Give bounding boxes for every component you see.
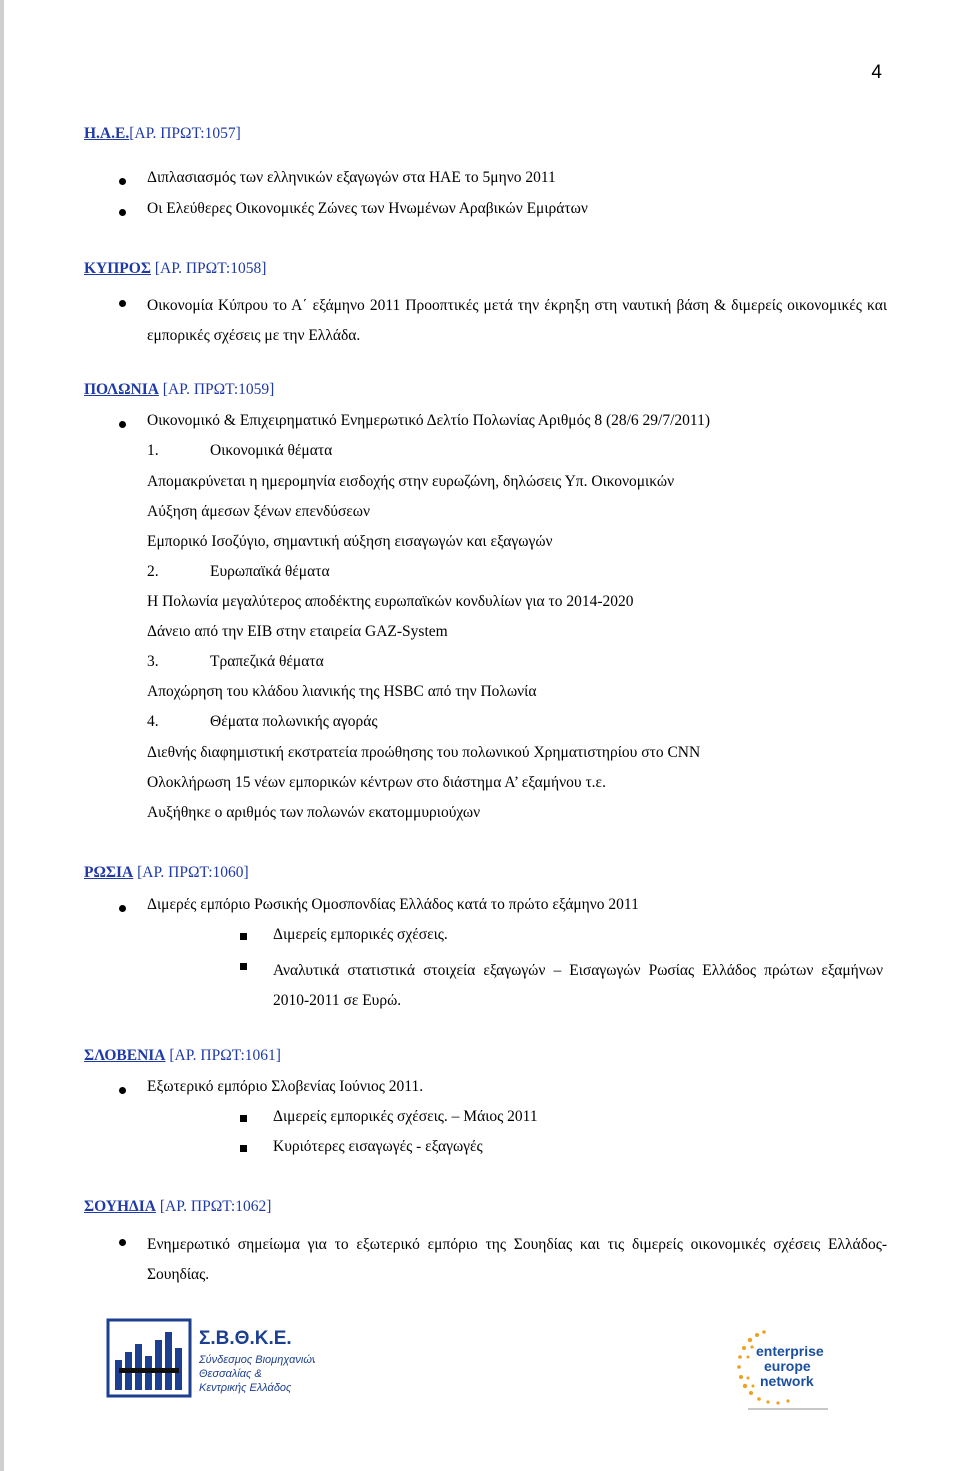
- list-item: Ολοκλήρωση 15 νέων εμπορικών κέντρων στο διάστημα Α’ εξαμήνου τ.ε.: [147, 774, 606, 791]
- sbthke-logo: [105, 1318, 315, 1398]
- list-item: Εξωτερικό εμπόριο Σλοβενίας Ιούνιος 2011.: [147, 1078, 424, 1095]
- een-logo-line1: enterprise: [756, 1343, 824, 1359]
- bullet-icon: [119, 178, 126, 185]
- square-bullet-icon: [240, 1145, 247, 1152]
- section-title: Τραπεζικά θέματα: [210, 653, 324, 670]
- sbthke-logo-line2: Θεσσαλίας &: [199, 1368, 262, 1380]
- heading-slovenia: [84, 1047, 281, 1065]
- list-item: Διπλασιασμός των ελληνικών εξαγωγών στα ΗΑΕ το 5μηνο 2011: [147, 169, 556, 186]
- list-item: Διεθνής διαφημιστική εκστρατεία προώθησης του πολωνικού Χρηματιστηρίου στο CNN: [147, 744, 701, 761]
- list-item: Απομακρύνεται η ημερομηνία εισδοχής στην ευρωζώνη, δηλώσεις Υπ. Οικονομικών: [147, 473, 675, 490]
- list-item: Δάνειο από την ΕΙΒ στην εταιρεία GAZ-System: [147, 623, 448, 640]
- list-item: Οικονομικό & Επιχειρηματικό Ενημερωτικό Δελτίο Πολωνίας Αριθμός 8 (28/6 29/7/2011): [147, 412, 711, 429]
- heading-cyprus: [84, 260, 266, 278]
- bullet-icon: [119, 209, 126, 216]
- country-russia: ΡΩΣΙΑ: [84, 864, 134, 881]
- country-uae: Η.Α.Ε.: [84, 125, 130, 142]
- heading-sweden: [84, 1198, 271, 1216]
- sbthke-logo-graphic: [105, 1318, 315, 1398]
- section-number: 2.: [147, 563, 159, 580]
- ref-slovenia: [ΑΡ. ΠΡΩΤ:1061]: [169, 1047, 281, 1064]
- ref-uae: [ΑΡ. ΠΡΩΤ:1057]: [129, 125, 241, 142]
- list-item: Αυξήθηκε ο αριθμός των πολωνών εκατομμυριούχων: [147, 804, 481, 821]
- square-bullet-icon: [240, 1115, 247, 1122]
- bullet-icon: [119, 1087, 126, 1094]
- sbthke-logo-line3: Κεντρικής Ελλάδος: [199, 1382, 292, 1394]
- heading-russia: [84, 864, 249, 882]
- sbthke-logo-line1: Σύνδεσμος Βιομηχανιών: [199, 1354, 315, 1366]
- een-logo-graphic: [730, 1320, 850, 1415]
- bullet-icon: [119, 905, 126, 912]
- square-bullet-icon: [240, 933, 247, 940]
- country-slovenia: ΣΛΟΒΕΝΙΑ: [84, 1047, 166, 1064]
- section-number: 3.: [147, 653, 159, 670]
- list-item: Διμερές εμπόριο Ρωσικής Ομοσπονδίας Ελλάδος κατά το πρώτο εξάμηνο 2011: [147, 896, 639, 913]
- square-bullet-icon: [240, 963, 247, 970]
- bullet-icon: [119, 300, 126, 307]
- list-item: Ενημερωτικό σημείωμα για το εξωτερικό εμπόριο της Σουηδίας και τις διμερείς οικονομικές σχέσεις Ελλάδος-Σουηδίας.: [147, 1236, 887, 1283]
- section-title: Οικονομικά θέματα: [210, 442, 333, 459]
- bullet-icon: [119, 1239, 126, 1246]
- list-item: Οι Ελεύθερες Οικονομικές Ζώνες των Ηνωμένων Αραβικών Εμιράτων: [147, 200, 588, 217]
- list-item: Αναλυτικά στατιστικά στοιχεία εξαγωγών – Εισαγωγών Ρωσίας Ελλάδος πρώτων εξαμήνων 2010-2011 σε Ευρώ.: [273, 962, 883, 1009]
- ref-cyprus: [ΑΡ. ΠΡΩΤ:1058]: [154, 260, 267, 277]
- list-item: Εμπορικό Ισοζύγιο, σημαντική αύξηση εισαγωγών και εξαγωγών: [147, 533, 553, 550]
- country-sweden: ΣΟΥΗΔΙΑ: [84, 1198, 156, 1215]
- section-number: 1.: [147, 442, 159, 459]
- ref-sweden: [ΑΡ. ΠΡΩΤ:1062]: [159, 1198, 272, 1215]
- heading-uae: [84, 125, 241, 143]
- een-logo-line3: network: [760, 1373, 814, 1389]
- page-number: 4: [871, 62, 882, 83]
- heading-poland: [84, 381, 274, 399]
- section-title: Ευρωπαϊκά θέματα: [210, 563, 330, 580]
- list-item: Αύξηση άμεσων ξένων επενδύσεων: [147, 503, 371, 520]
- enterprise-europe-network-logo: [730, 1320, 850, 1415]
- page-left-border: [0, 0, 4, 1471]
- sbthke-logo-title: Σ.Β.Θ.Κ.Ε.: [199, 1328, 292, 1349]
- section-title: Θέματα πολωνικής αγοράς: [210, 713, 378, 730]
- section-number: 4.: [147, 713, 159, 730]
- ref-poland: [ΑΡ. ΠΡΩΤ:1059]: [162, 381, 275, 398]
- bullet-icon: [119, 421, 126, 428]
- country-cyprus: ΚΥΠΡΟΣ: [84, 260, 151, 277]
- list-item: Η Πολωνία μεγαλύτερος αποδέκτης ευρωπαϊκών κονδυλίων για το 2014-2020: [147, 593, 634, 610]
- list-item: Διμερείς εμπορικές σχέσεις. – Μάιος 2011: [273, 1108, 538, 1125]
- list-item: Οικονομία Κύπρου το Α΄ εξάμηνο 2011 Προοπτικές μετά την έκρηξη στη ναυτική βάση & διμερείς οικονομικές και εμπορικές σχέσεις με την Ελλάδα.: [147, 297, 887, 344]
- een-logo-line2: europe: [764, 1358, 811, 1374]
- ref-russia: [ΑΡ. ΠΡΩΤ:1060]: [137, 864, 249, 881]
- country-poland: ΠΟΛΩΝΙΑ: [84, 381, 159, 398]
- list-item: Αποχώρηση του κλάδου λιανικής της HSBC από την Πολωνία: [147, 683, 537, 700]
- list-item: Κυριότερες εισαγωγές - εξαγωγές: [273, 1138, 483, 1155]
- list-item: Διμερείς εμπορικές σχέσεις.: [273, 926, 448, 943]
